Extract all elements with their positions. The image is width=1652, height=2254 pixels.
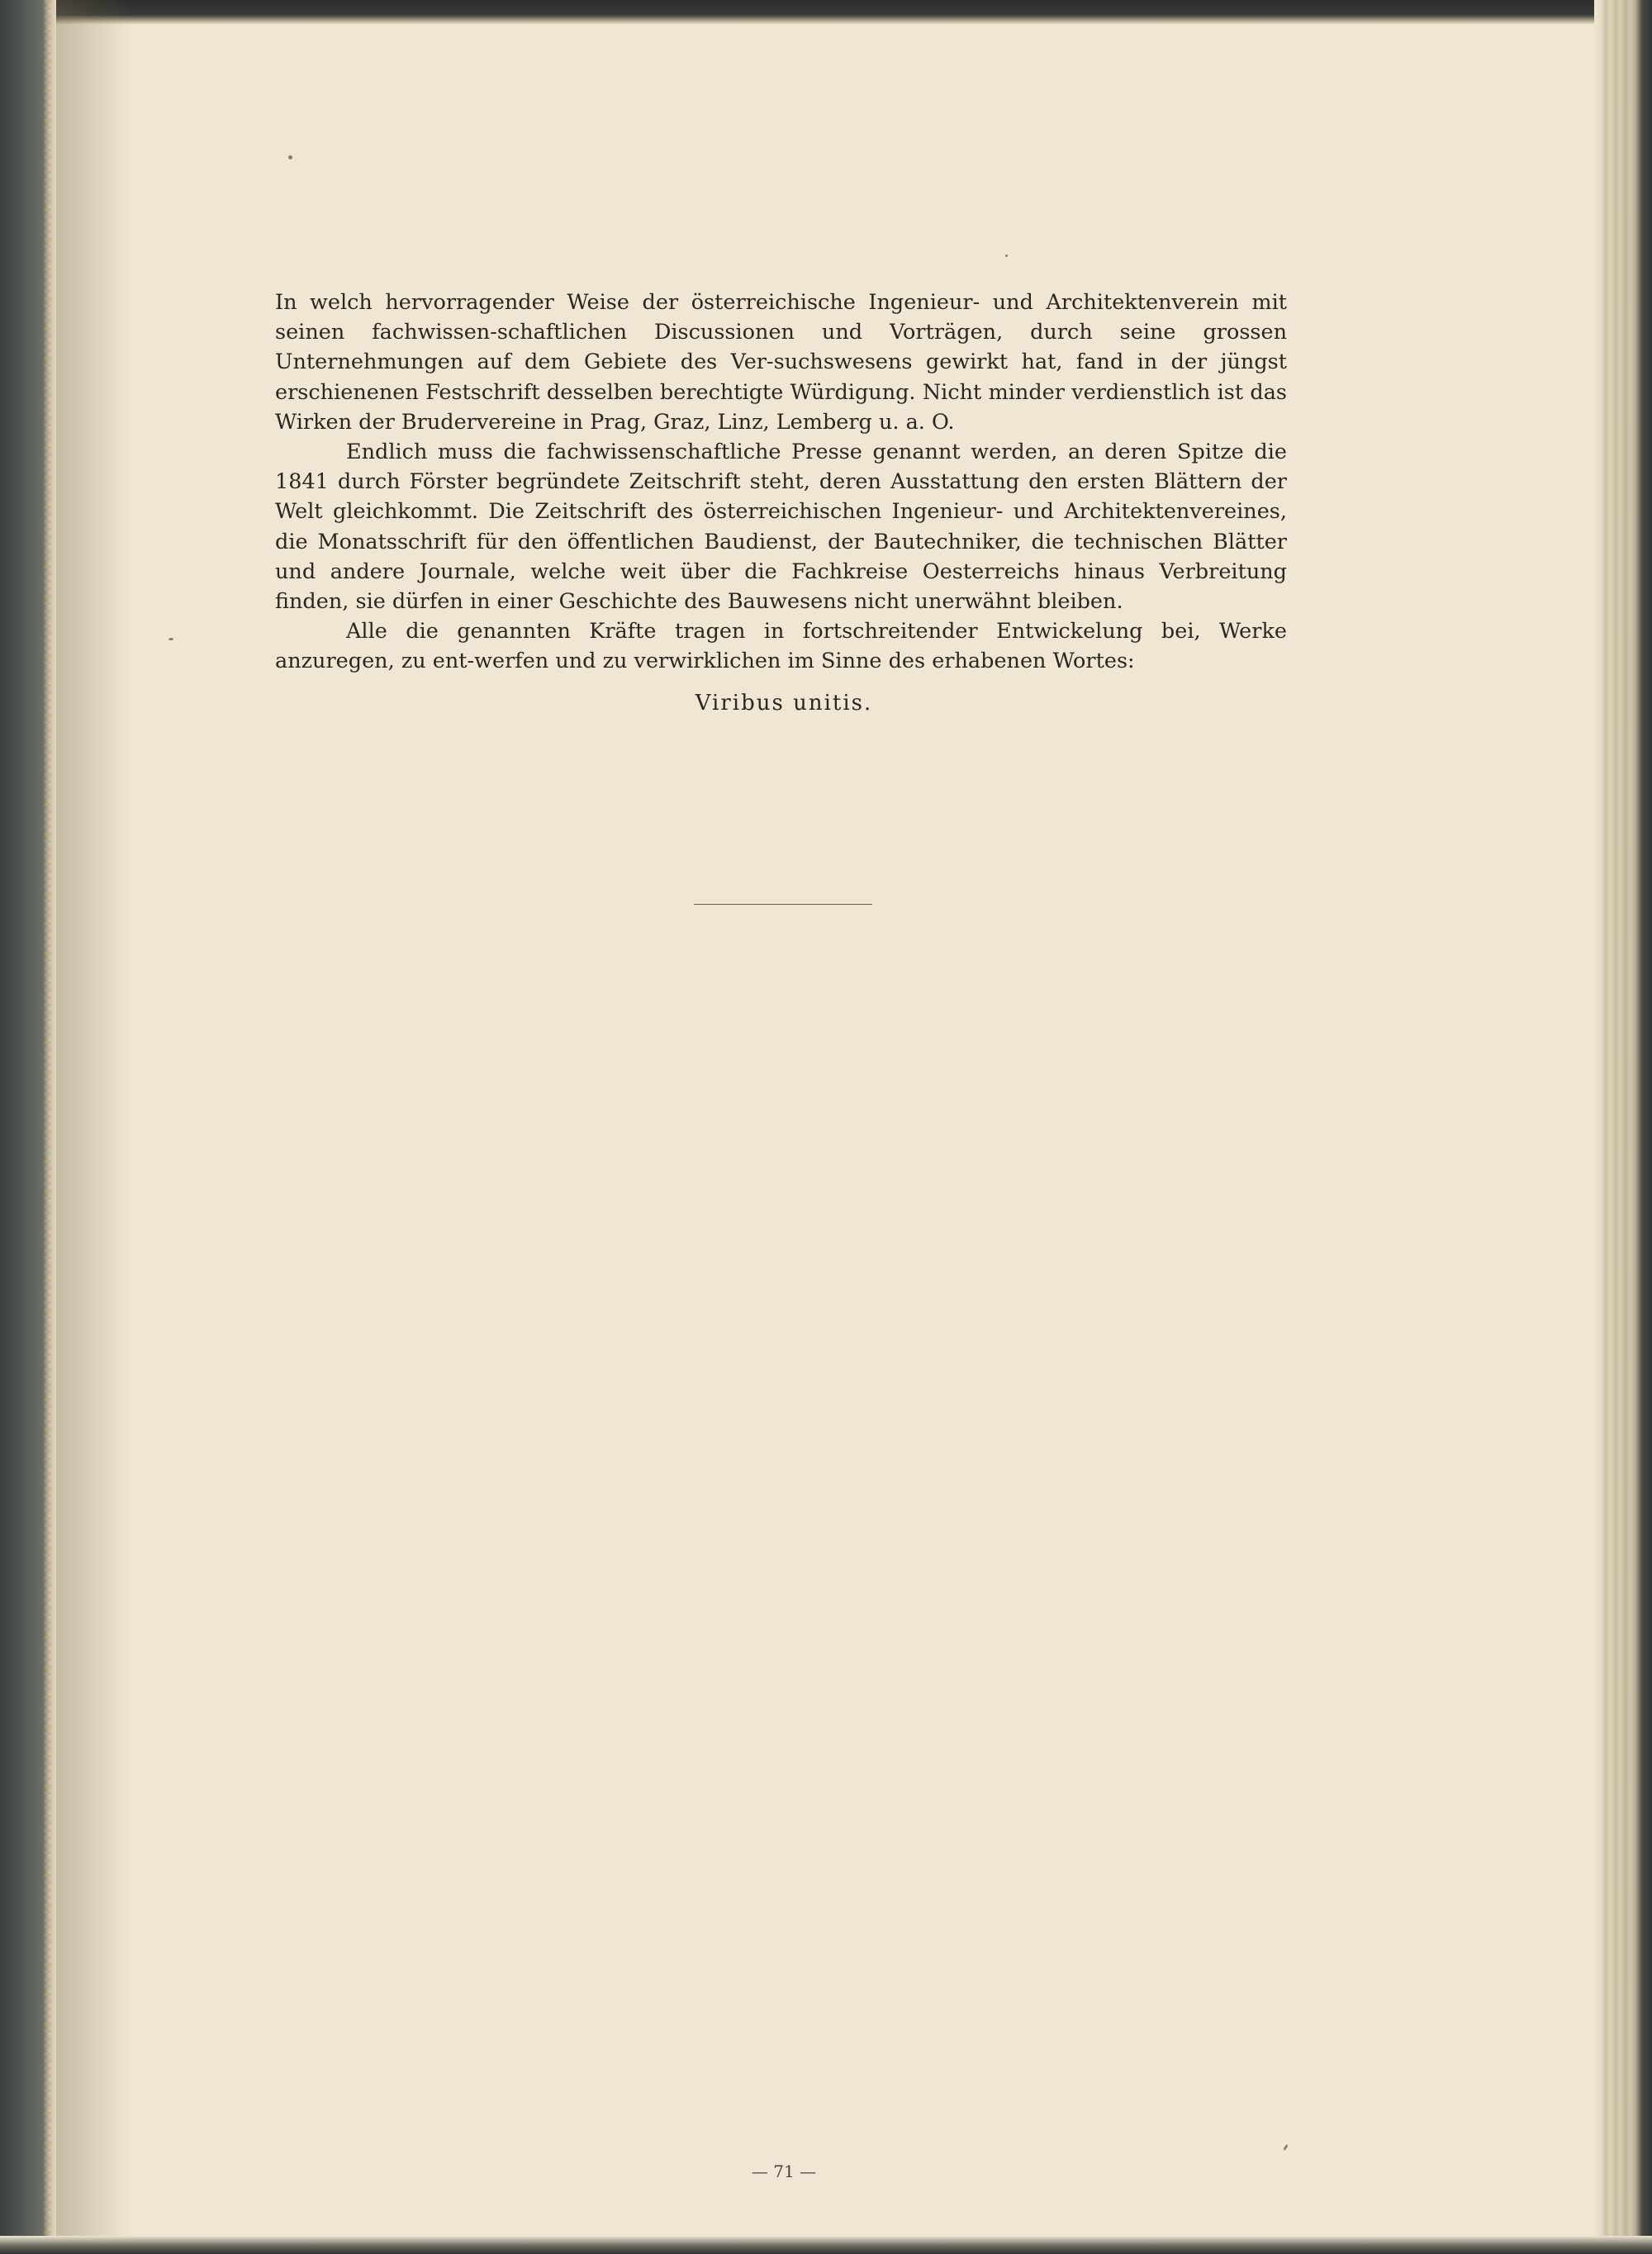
page-stack-edge [1594,0,1652,2254]
paper-speck [288,155,292,159]
paragraph-1: In welch hervorragender Weise der österreichische Ingenieur- und Architektenverein mit seinen fachwissen-schaftlichen Discussionen und Vorträgen, durch seine grossen Unternehmungen auf dem Gebiete des Ver-suchswesens gewirkt hat, fand in der jüngst erschienenen Festschrift desselben berechtigte Würdigung. Nicht minder verdienstlich ist das Wirken der Brudervereine in Prag, Graz, Linz, Lemberg u. a. O. [275,290,1287,435]
paper-speck [1005,254,1008,257]
body-text [275,288,1287,677]
motto: Viribus unitis. [695,691,873,716]
paper-speck [169,638,173,640]
top-edge [0,0,1652,25]
bottom-edge [0,2236,1652,2254]
page-gutter-shadow [56,0,131,2254]
paragraph-2: Endlich muss die fachwissenschaftliche Presse genannt werden, an deren Spitze die 1841 durch Förster begründete Zeitschrift steht, deren Ausstattung den ersten Blättern der Welt gleichkommt. Die Zeitschrift des österreichischen Ingenieur- und Architektenvereines, die Monatsschrift für den öffentlichen Baudienst, der Bautechniker, die technischen Blätter und andere Journale, welche weit über die Fachkreise Oesterreichs hinaus Verbreitung finden, sie dürfen in einer Geschichte des Bauwesens nicht unerwähnt bleiben. [275,440,1287,615]
spine-texture [45,0,51,2254]
divider-rule [694,904,872,905]
paper-speck [1283,2144,1289,2151]
page-number: — 71 — [751,2161,817,2181]
paragraph-3: Alle die genannten Kräfte tragen in fortschreitender Entwickelung bei, Werke anzuregen, zu ent-werfen und zu verwirklichen im Sinne des erhabenen Wortes: [275,619,1287,674]
